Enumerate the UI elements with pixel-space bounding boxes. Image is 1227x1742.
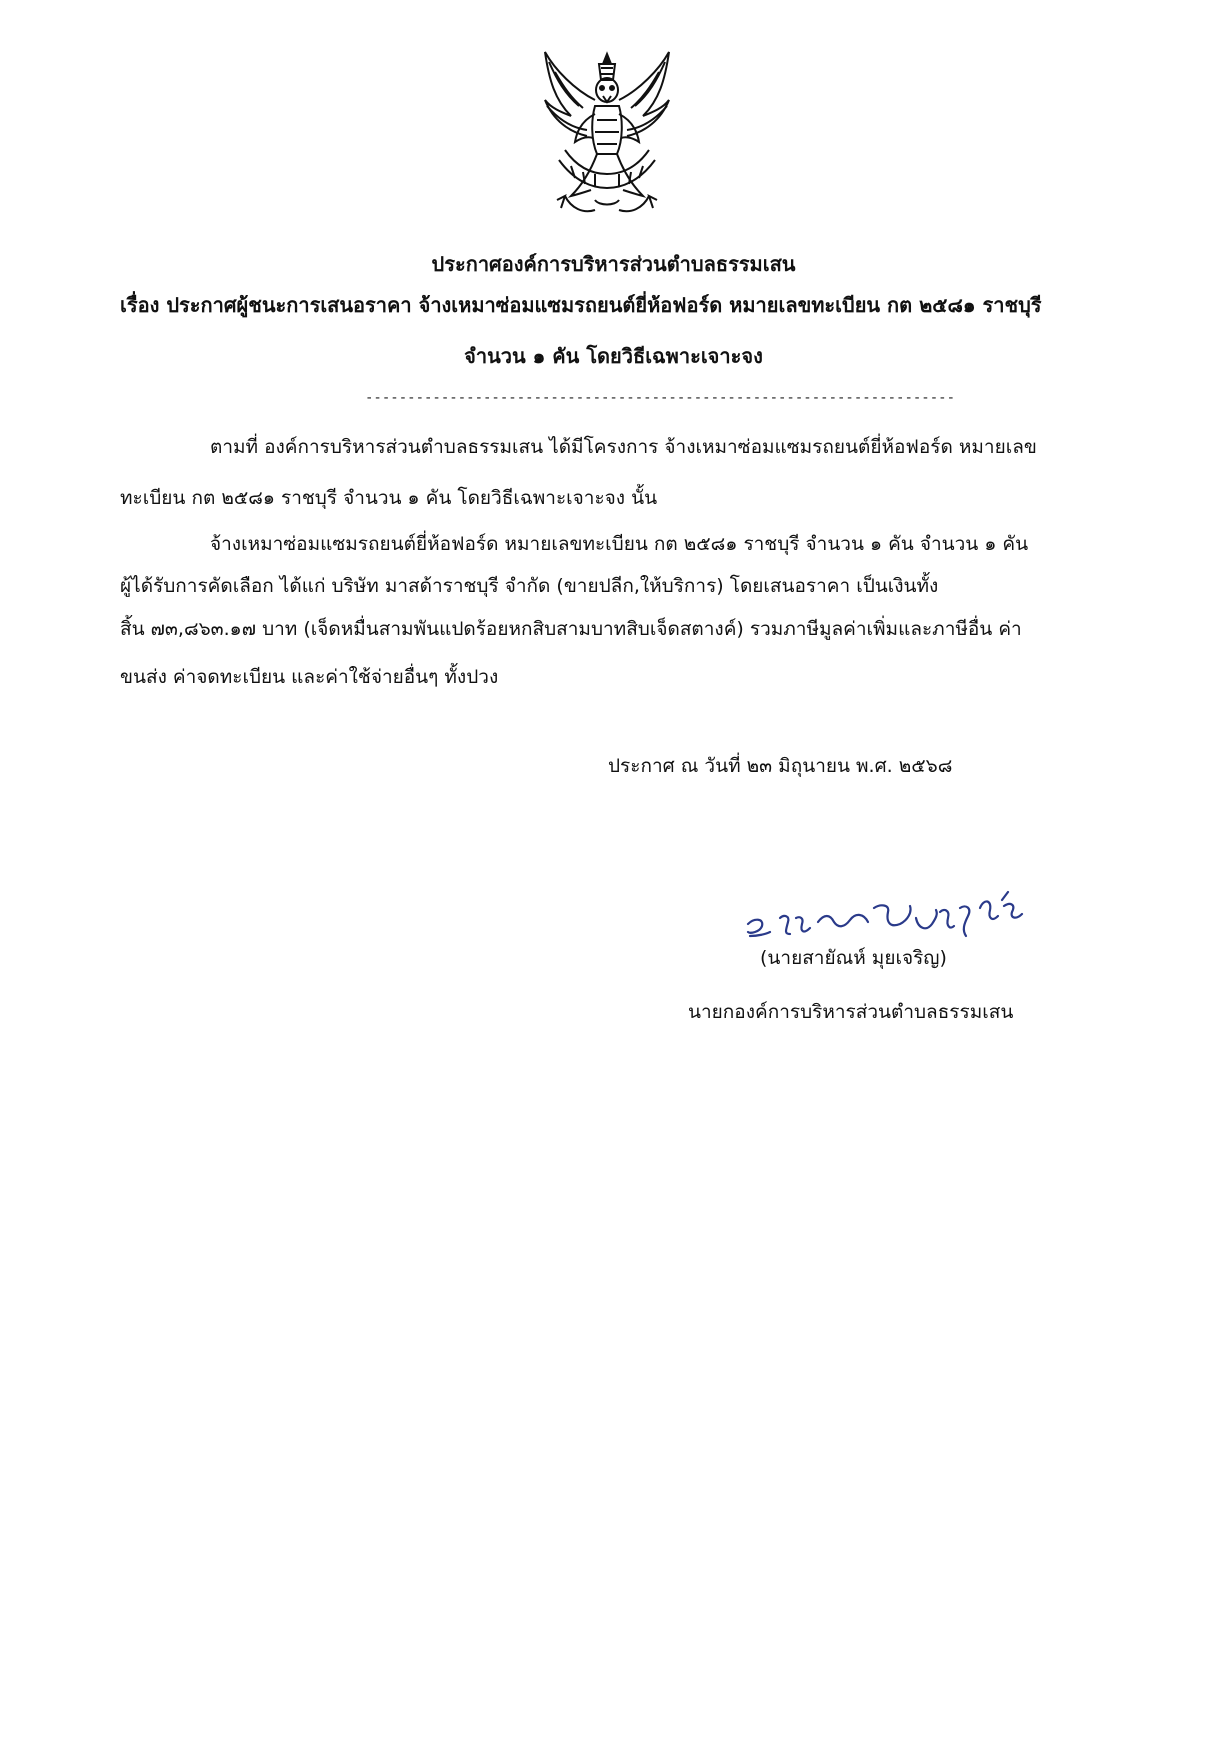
signer-title: นายกองค์การบริหารส่วนตำบลธรรมเสน — [688, 1001, 1014, 1023]
announcement-subject-line2: จำนวน ๑ คัน โดยวิธีเฉพาะเจาะจง — [464, 344, 763, 368]
announcement-subject-line1: เรื่อง ประกาศผู้ชนะการเสนอราคา จ้างเหมาซ่อมแซมรถยนต์ยี่ห้อฟอร์ด หมายเลขทะเบียน กต ๒๕๘๑ ราชบุรี — [120, 293, 1042, 317]
body-paragraph2-line3: สิ้น ๗๓,๘๖๓.๑๗ บาท (เจ็ดหมื่นสามพันแปดร้อยหกสิบสามบาทสิบเจ็ดสตางค์) รวมภาษีมูลค่าเพิ่มและภาษีอื่น ค่า — [120, 618, 1022, 640]
heading-divider: ---------------------------------------------------------------------- — [365, 390, 956, 406]
body-paragraph2-line4: ขนส่ง ค่าจดทะเบียน และค่าใช้จ่ายอื่นๆ ทั้งปวง — [120, 666, 499, 688]
announcement-date: ประกาศ ณ วันที่ ๒๓ มิถุนายน พ.ศ. ๒๕๖๘ — [608, 755, 953, 777]
announcement-org-title: ประกาศองค์การบริหารส่วนตำบลธรรมเสน — [431, 252, 796, 276]
garuda-emblem-icon — [535, 50, 680, 220]
body-paragraph1-line1: ตามที่ องค์การบริหารส่วนตำบลธรรมเสน ได้มีโครงการ จ้างเหมาซ่อมแซมรถยนต์ยี่ห้อฟอร์ด หมายเลข — [210, 436, 1037, 458]
body-paragraph2-line2: ผู้ได้รับการคัดเลือก ได้แก่ บริษัท มาสด้าราชบุรี จำกัด (ขายปลีก,ให้บริการ) โดยเสนอราคา เป็นเงินทั้ง — [120, 575, 939, 597]
body-paragraph1-line2: ทะเบียน กต ๒๕๘๑ ราชบุรี จำนวน ๑ คัน โดยวิธีเฉพาะเจาะจง นั้น — [120, 487, 658, 509]
body-paragraph2-line1: จ้างเหมาซ่อมแซมรถยนต์ยี่ห้อฟอร์ด หมายเลขทะเบียน กต ๒๕๘๑ ราชบุรี จำนวน ๑ คัน จำนวน ๑ คัน — [210, 533, 1029, 555]
handwritten-signature — [740, 878, 1070, 948]
signer-name: (นายสายัณห์ มุยเจริญ) — [760, 947, 947, 969]
